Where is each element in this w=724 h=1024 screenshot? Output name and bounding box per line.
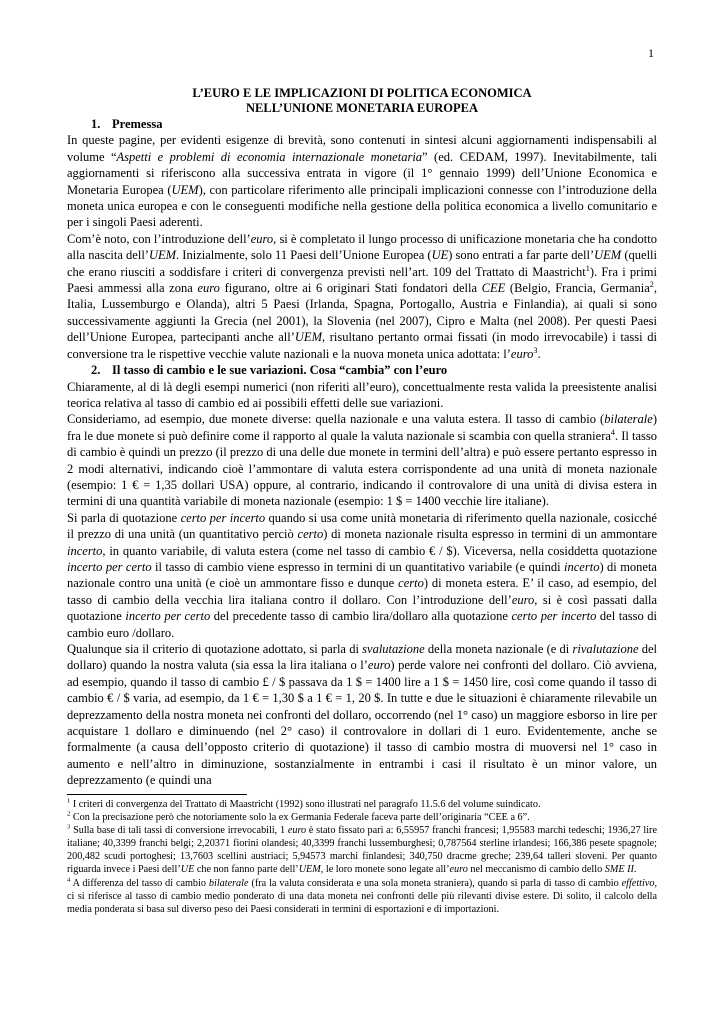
title-line-2: NELL’UNIONE MONETARIA EUROPEA — [246, 101, 478, 115]
page-number: 1 — [648, 46, 654, 60]
title-line-1: L’EURO E LE IMPLICAZIONI DI POLITICA ECONOMICA — [192, 86, 532, 100]
document-body — [67, 86, 657, 789]
section-number: 2. — [91, 363, 101, 378]
footnotes — [67, 798, 657, 916]
paragraph: Si parla di quotazione certo per incerto quando si usa come unità monetaria di riferimento quella nazionale, cosicché il prezzo di una unità (un quantitativo perciò certo) di moneta nazionale risulta espresso in termini di un ammontare incerto, in quanto variabile, di valuta estera (come nel tasso di cambio € / $). Viceversa, nella cosiddetta quotazione incerto per certo il tasso di cambio viene espresso in termini di un quantitativo variabile (e quindi incerto) di moneta nazionale contro una unità (e cioè un ammontare fisso e dunque certo) di moneta estera. E’ il caso, ad esempio, del tasso di cambio della vecchia lira italiana contro il dollaro. Con l’introduzione dell’euro, si è così passati dalla quotazione incerto per certo del precedente tasso di cambio lira/dollaro alla quotazione certo per incerto del tasso di cambio euro /dollaro. — [67, 510, 657, 640]
paragraph: Qualunque sia il criterio di quotazione adottato, si parla di svalutazione della moneta nazionale (e di rivalutazione del dollaro) quando la nostra valuta (sia essa la lira italiana o l’euro) perde valore nei confronti del dollaro. Ciò avviena, ad esempio, quando il tasso di cambio £ / $ passava da 1 $ = 1400 lire a 1 $ = 1450 lire, così come quando il tasso di cambio € / $ varia, ad esempio, da 1 € = 1,30 $ a 1 € = 1, 20 $. In tutte e due le situazioni è chiaramente rilevabile un deprezzamento della nostra moneta nei confronti del dollaro, occorrendo (nel 1° caso) un maggiore esborso in lire per acquistare 1 dollaro e diminuendo (nel 2° caso) il controvalore in dollari di 1 euro. Evidentemente, anche se formalmente (a causa dell’opposto criterio di quotazione) il tasso di cambio mostra di muoversi nel 1° caso in aumento e nell’altro in diminuzione, sostanzialmente in entrambi i casi il risultato è un minor valore, un deprezzamento (e quindi una — [67, 642, 658, 788]
paragraph: Consideriamo, ad esempio, due monete diverse: quella nazionale e una valuta estera. Il tasso di cambio (bilaterale) fra le due monete si può definire come il rapporto al quale la valuta nazionale si scambia con quella straniera$^4$. Il tasso di cambio è quindi un prezzo (il prezzo di una delle due monete in termini dell’altra) e può essere pertanto espresso in 2 modi alternativi, indicando cioè l’ammontare di valuta estera corrispondente ad una unità di moneta nazionale (esempio: 1 € = 1,35 dollari USA) oppure, al contrario, indicando il controvalore di una unità di divisa estera in termini di una quantità variabile di moneta nazionale (esempio: 1 $ = 1400 vecchie lire italiane). — [67, 412, 657, 509]
footnote-separator — [67, 794, 247, 795]
footnote: $^4$ A differenza del tasso di cambio bilaterale (fra la valuta considerata e una sola moneta straniera), quando si parla di tasso di cambio effettivo, ci si riferisce al tasso di cambio medio ponderato di una data moneta nei confronti delle più rilevanti divise estere. Di solito, il calcolo della media ponderata si basa sul diverso peso dei Paesi considerati in termini di esportazioni e di importazioni. — [67, 876, 657, 915]
footnote: $^1$ I criteri di convergenza del Trattato di Maastricht (1992) sono illustrati nel paragrafo 11.5.6 del volume suindicato. — [67, 797, 541, 810]
footnote: $^2$ Con la precisazione però che notoriamente solo la ex Germania Federale faceva parte dell’originaria “CEE a 6”. — [67, 810, 530, 824]
section-title: Premessa — [112, 117, 163, 131]
section-number: 1. — [91, 117, 101, 131]
footnote: $^3$ Sulla base di tali tassi di conversione irrevocabili, 1 euro è stato fissato pari a: 6,55957 franchi francesi; 1,95583 marchi tedeschi; 1936,27 lire italiane; 40,3399 franchi belgi; 2,20371 fiorini olandesi; 40,3399 franchi lussemburghesi; 0,787564 sterline irlandesi; 166,386 pesete spagnole; 200,482 scudi portoghesi; 13,7603 scellini austriaci; 5,94573 marchi finlandesi; 340,750 dracme greche; 239,64 talleri sloveni. Per quanto riguarda invece i Paesi dell’UE che non fanno parte dell’UEM, le loro monete sono legate all’euro nel meccanismo di cambio dello SME II. — [67, 823, 657, 876]
section-title: Il tasso di cambio e le sue variazioni. Cosa “cambia” con l’euro — [112, 363, 448, 378]
paragraph: In queste pagine, per evidenti esigenze di brevità, sono contenuti in sintesi alcuni aggiornamenti indispensabili al volume “Aspetti e problemi di economia internazionale monetaria” (ed. CEDAM, 1997). Inevitabilmente, tali aggiornamenti si riferiscono alla successiva entrata in vigore (il 1° gennaio 1999) dell’Unione Economica e Monetaria Europea (UEM), con particolare riferimento alle principali implicazioni connesse con l’introduzione della moneta unica europea e con le conseguenti modifiche nella gestione della politica economica a livello comunitario e per i singoli Paesi aderenti. — [67, 133, 658, 230]
document-title — [67, 86, 657, 116]
section-heading-2 — [91, 362, 657, 378]
section-heading-1 — [91, 116, 657, 132]
paragraph: Com’è noto, con l’introduzione dell’euro, si è completato il lungo processo di unificazione monetaria che ha condotto alla nascita dell’UEM. Inizialmente, solo 11 Paesi dell’Unione Europea (UE) sono entrati a far parte dell’UEM (quelli che erano riusciti a soddisfare i criteri di convergenza previsti nell’art. 109 del Trattato di Maastricht$^1$). Fra i primi Paesi ammessi alla zona euro figurano, oltre ai 6 originari Stati fondatori della CEE (Belgio, Francia, Germania$^2$, Italia, Lussemburgo e Olanda), altri 5 Paesi (Irlanda, Spagna, Portogallo, Austria e Finlandia), ai quali si sono successivamente aggiunti la Grecia (nel 2001), la Slovenia (nel 2007), Cipro e Malta (nel 2008). Per questi Paesi dell’Unione Europea, partecipanti anche all’UEM, risultano pertanto ormai fissati (in modo irrevocabile) i tassi di conversione tra le rispettive vecchie valute nazionali e la nuova moneta unica adottata: l’euro$^3$. — [67, 231, 658, 361]
paragraph: Chiaramente, al di là degli esempi numerici (non riferiti all’euro), concettualmente resta valida la preesistente analisi teorica relativa al tasso di cambio ed ai possibili effetti delle sue variazioni. — [67, 379, 657, 410]
